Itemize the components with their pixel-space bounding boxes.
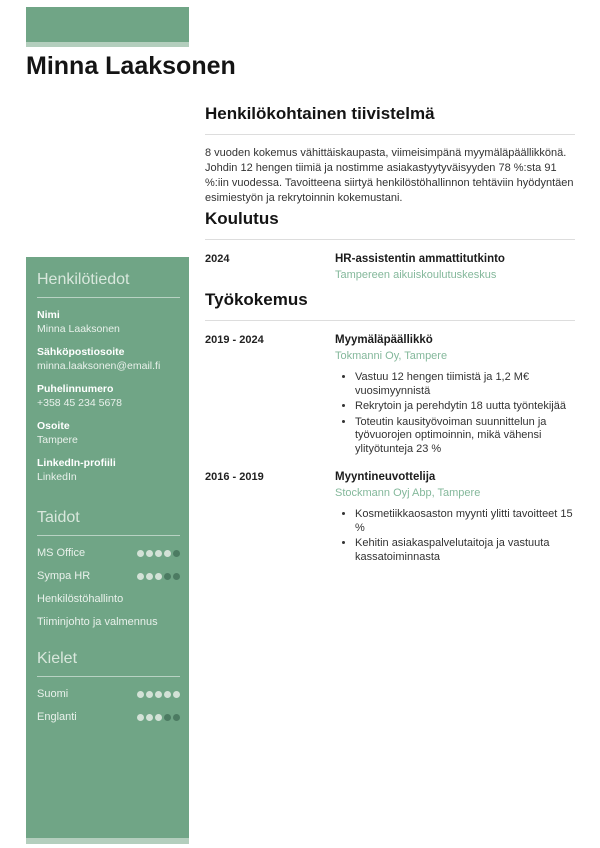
experience-heading: Työkokemus xyxy=(205,289,575,321)
experience-bullet: • Kosmetiikkaosaston myynti ylitti tavoitteet 15 % xyxy=(355,508,575,535)
contact-fields xyxy=(37,309,180,484)
contact-field-value: Tampere xyxy=(37,434,78,446)
level-dot-icon xyxy=(173,691,180,698)
experience-entry xyxy=(205,470,575,566)
education-entries xyxy=(205,252,575,282)
language-item xyxy=(37,688,180,701)
contact-field-value: +358 45 234 5678 xyxy=(37,397,122,409)
skill-item xyxy=(37,616,180,629)
experience-organization: Stockmann Oyj Abp, Tampere xyxy=(335,487,481,499)
education-details xyxy=(335,252,575,282)
education-heading: Koulutus xyxy=(205,208,575,240)
contact-field-label: Sähköpostiosoite xyxy=(37,346,125,358)
contact-field-value: LinkedIn xyxy=(37,471,77,483)
level-dot-icon xyxy=(137,573,144,580)
contact-field-label: Nimi xyxy=(37,309,60,321)
skill-item xyxy=(37,593,180,606)
level-dot-icon xyxy=(137,691,144,698)
level-dot-icon xyxy=(173,573,180,580)
summary-section xyxy=(205,103,575,206)
education-section xyxy=(205,208,575,282)
contact-field-value: minna.laaksonen@email.fi xyxy=(37,360,161,372)
experience-bullets xyxy=(335,371,575,456)
experience-organization: Tokmanni Oy, Tampere xyxy=(335,350,448,362)
level-dot-icon xyxy=(137,550,144,557)
experience-bullet: • Vastuu 12 hengen tiimistä ja 1,2 M€ vuosimyynnistä xyxy=(355,371,575,398)
contact-field-label: Osoite xyxy=(37,420,70,432)
page-title: Minna Laaksonen xyxy=(26,52,236,80)
experience-entry xyxy=(205,333,575,458)
contact-field xyxy=(37,457,180,484)
sidebar-heading-skills: Taidot xyxy=(37,508,180,536)
level-dot-icon xyxy=(146,691,153,698)
languages-list xyxy=(37,688,180,724)
sidebar xyxy=(26,257,189,838)
language-item-label: Englanti xyxy=(37,711,77,723)
experience-period: 2019 - 2024 xyxy=(205,334,264,346)
level-dot-icon xyxy=(146,714,153,721)
sidebar-heading-languages: Kielet xyxy=(37,649,180,677)
contact-field xyxy=(37,346,180,373)
level-dot-icon xyxy=(164,691,171,698)
level-dots xyxy=(137,573,180,580)
contact-field xyxy=(37,309,180,336)
skill-item-label: MS Office xyxy=(37,547,86,559)
education-organization: Tampereen aikuiskoulutuskeskus xyxy=(335,269,497,281)
contact-field-label: LinkedIn-profiili xyxy=(37,457,116,469)
experience-title: Myymäläpäällikkö xyxy=(335,334,433,346)
language-item xyxy=(37,711,180,724)
experience-section xyxy=(205,289,575,566)
experience-details xyxy=(335,333,575,458)
experience-bullet: • Kehitin asiakaspalvelutaitoja ja vastuuta kassatoiminnasta xyxy=(355,537,575,564)
skill-item-label: Tiiminjohto ja valmennus xyxy=(37,616,158,628)
experience-details xyxy=(335,470,575,566)
level-dot-icon xyxy=(155,691,162,698)
contact-field xyxy=(37,383,180,410)
level-dot-icon xyxy=(146,550,153,557)
level-dot-icon xyxy=(173,714,180,721)
experience-bullet: • Rekrytoin ja perehdytin 18 uutta työntekijää xyxy=(355,400,575,414)
level-dot-icon xyxy=(155,573,162,580)
experience-title: Myyntineuvottelija xyxy=(335,471,436,483)
level-dot-icon xyxy=(164,573,171,580)
experience-period: 2016 - 2019 xyxy=(205,471,264,483)
contact-field-label: Puhelinnumero xyxy=(37,383,114,395)
experience-entries xyxy=(205,333,575,566)
level-dots xyxy=(137,550,180,557)
summary-heading: Henkilökohtainen tiivistelmä xyxy=(205,103,575,135)
level-dot-icon xyxy=(155,550,162,557)
level-dot-icon xyxy=(164,550,171,557)
education-period: 2024 xyxy=(205,253,230,265)
contact-field xyxy=(37,420,180,447)
education-title: HR-assistentin ammattitutkinto xyxy=(335,253,505,265)
skills-list xyxy=(37,547,180,629)
sidebar-accent-strip xyxy=(26,838,189,844)
level-dot-icon xyxy=(137,714,144,721)
skill-item-label: Sympa HR xyxy=(37,570,91,582)
level-dot-icon xyxy=(173,550,180,557)
sidebar-heading-contact: Henkilötiedot xyxy=(37,270,180,298)
level-dot-icon xyxy=(146,573,153,580)
experience-bullet: • Toteutin kausityövoiman suunnittelun ja työvuorojen optimoinnin, mikä vähensi ylityötunteja 23 % xyxy=(355,416,575,457)
level-dots xyxy=(137,714,180,721)
level-dot-icon xyxy=(155,714,162,721)
education-entry xyxy=(205,252,575,282)
skill-item xyxy=(37,547,180,560)
skill-item-label: Henkilöstöhallinto xyxy=(37,593,124,605)
experience-bullets xyxy=(335,508,575,564)
language-item-label: Suomi xyxy=(37,688,69,700)
level-dot-icon xyxy=(164,714,171,721)
contact-field-value: Minna Laaksonen xyxy=(37,323,120,335)
main-content xyxy=(205,103,575,823)
level-dots xyxy=(137,691,180,698)
skill-item xyxy=(37,570,180,583)
header-accent-strip xyxy=(26,42,189,47)
summary-text: 8 vuoden kokemus vähittäiskaupasta, viimeisimpänä myymäläpäällikkönä. Johdin 12 hengen tiimiä ja nostimme asiakastyytyväisyyden 78 %:sta 91 %:iin vuodessa. Tavoitteena siirtyä henkilöstöhallinnon tehtäviin hyödyntäen esimiestyön ja rekrytoinnin kokemustani. xyxy=(205,147,574,204)
header-accent-block xyxy=(26,7,189,42)
